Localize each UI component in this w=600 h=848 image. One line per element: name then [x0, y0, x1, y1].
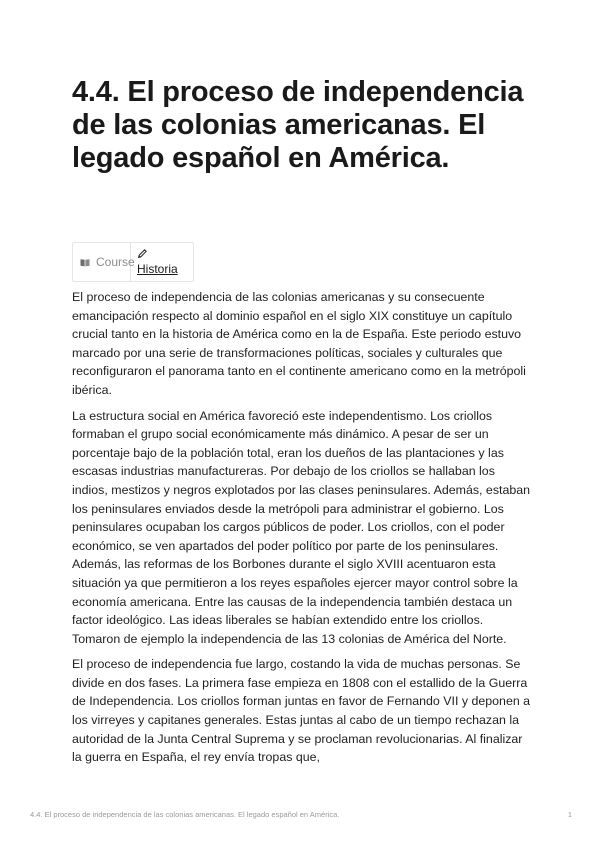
property-key-label: Course: [96, 255, 135, 269]
book-icon: [80, 258, 90, 267]
body-text: [72, 288, 532, 774]
property-key: [73, 243, 135, 281]
property-value: [131, 243, 193, 281]
page-title: 4.4. El proceso de independencia de las colonias americanas. El legado español en América.: [72, 76, 524, 174]
course-link[interactable]: Historia: [137, 262, 178, 276]
paragraph-2: La estructura social en América favoreció este independentismo. Los criollos formaban el grupo social económicamente más dinámico. A pesar de ser un porcentaje bajo de la población total, eran los dueños de las plantaciones y las escasas industrias manufactureras. Por debajo de los criollos se hallaban los indios, mestizos y negros explotados por las clases peninsulares. Además, estaban los peninsulares enviados desde la metrópoli para administrar el gobierno. Los peninsulares ocupaban los cargos públicos de poder. Los criollos, con el poder económico, se ven apartados del poder político por parte de los peninsulares. Además, las reformas de los Borbones durante el siglo XVIII acentuaron esta situación ya que permitieron a los reyes españoles ejercer mayor control sobre la economía americana. Entre las causas de la independencia también destaca un factor ideológico. Las ideas liberales se habían extendido entre los criollos. Tomaron de ejemplo la independencia de las 13 colonias de América del Norte.: [72, 408, 531, 646]
property-row: [72, 242, 194, 282]
footer-running-title: 4.4. El proceso de independencia de las colonias americanas. El legado español en América.: [30, 810, 340, 819]
paragraph-1: El proceso de independencia de las colonias americanas y su consecuente emancipación respecto al dominio español en el siglo XIX constituye un capítulo crucial tanto en la historia de América como en la de España. Este periodo estuvo marcado por una serie de transformaciones políticas, sociales y culturales que reconfiguraron el panorama tanto en el continente americano como en la metrópoli ibérica.: [72, 290, 526, 397]
footer-page-number: 1: [567, 810, 572, 819]
page-footer: [30, 810, 572, 819]
paragraph-3: El proceso de independencia fue largo, costando la vida de muchas personas. Se divide en dos fases. La primera fase empieza en 1808 con el estallido de la Guerra de Independencia. Los criollos forman juntas en favor de Fernando VII y deponen a los virreyes y capitanes generales. Estas juntas al cabo de un tiempo rechazan la autoridad de la Junta Central Suprema y se proclaman revolucionarias. Al finalizar la guerra en España, el rey envía tropas que,: [72, 657, 531, 765]
pen-icon: [137, 248, 185, 260]
